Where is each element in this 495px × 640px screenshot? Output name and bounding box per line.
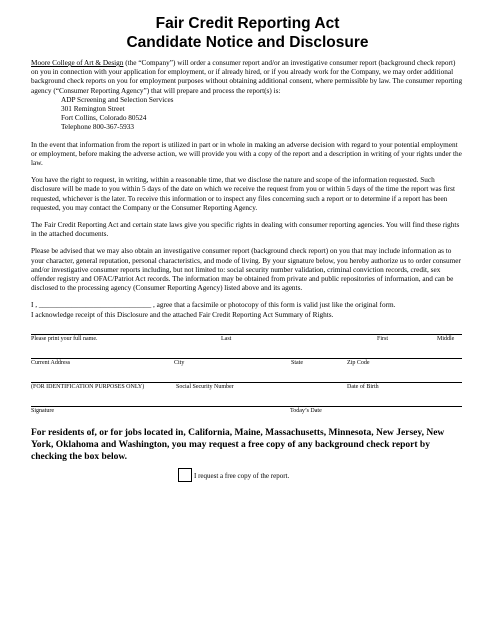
- fcra-rights-paragraph: The Fair Credit Reporting Act and certain state laws give you specific rights in dealing with consumer reporting agencies. You will find these rights in the attached documents.: [31, 221, 460, 239]
- city-label: City: [174, 359, 185, 366]
- zip-label: Zip Code: [347, 359, 370, 366]
- date-label: Today’s Date: [290, 407, 322, 414]
- full-name-label: Please print your full name.: [31, 335, 98, 342]
- first-name-label: First: [377, 335, 389, 342]
- free-copy-row: [31, 468, 464, 484]
- agency-address: [61, 96, 464, 133]
- agency-name: ADP Screening and Selection Services: [61, 95, 174, 104]
- ssn-label: Social Security Number: [176, 383, 234, 390]
- agency-city: Fort Collins, Colorado 80524: [61, 114, 147, 123]
- adverse-action-paragraph: In the event that information from the report is utilized in part or in whole in making an adverse decision with regard to your potential employment or employment, before making the adverse action, we will provide you with a copy of the report and a description in writing of your rights under the law.: [31, 140, 462, 168]
- id-field-labels: [31, 383, 464, 393]
- id-purpose-label: (FOR IDENTIFICATION PURPOSES ONLY): [31, 383, 145, 390]
- acknowledgement-line-2: I acknowledge receipt of this Disclosure and the attached Fair Credit Reporting Act Summary of Rights.: [31, 310, 334, 319]
- acknowledgement-line-1: I , _______________________________ , agree that a facsimile or photocopy of this form is valid just like the original form.: [31, 301, 396, 310]
- disclosure-rights-paragraph: You have the right to request, in writing, within a reasonable time, that we disclose the nature and scope of the information requested. Such disclosure will be made to you within 5 days of the date on which we receive the request from you or within 5 days of the time the report was first requested, whichever is the later. To receive this information or to inspect any files concerning such a report or to determine if a report has been requested, you may contact the Company or the Consumer Reporting Agency.: [31, 176, 456, 212]
- company-name: Moore College of Art & Design: [31, 59, 124, 67]
- last-name-label: Last: [221, 335, 232, 342]
- document-title: [31, 14, 464, 52]
- document-page: [31, 14, 464, 484]
- investigative-report-paragraph: Please be advised that we may also obtain an investigative consumer report (background check report) on you that may include information as to your character, general reputation, personal characteristics, and mode of living. By your signature below, you hereby authorize us to order consumer and/or investigative consumer reports including, but not limited to: social security number validation, criminal conviction records, credit, sex offender registry and OFAC/Patriot Act records. The information may be obtained from private and public repositories of information, and can be disclosed to the processing agency (Consumer Reporting Agency) listed above and its agents.: [31, 247, 461, 293]
- agency-phone: Telephone 800-367-5933: [61, 123, 134, 132]
- signature-field-labels: [31, 407, 464, 417]
- dob-label: Date of Birth: [347, 383, 379, 390]
- intro-text: (the “Company”) will order a consumer report and/or an investigative consumer report (background check report) on you in connection with your application for employment, or if already hired, or if you already work for the Company, we may order additional background check reports on you for employment purposes without obtaining additional consent, where permissible by law. The consumer reporting agency (“Consumer Reporting Agency”) that will prepare and process the report(s) is:: [31, 59, 463, 95]
- signature-label: Signature: [31, 407, 54, 414]
- address-label: Current Address: [31, 359, 71, 366]
- intro-paragraph: [31, 59, 464, 96]
- residents-notice: For residents of, or for jobs located in, California, Maine, Massachusetts, Minnesota, New Jersey, New York, Oklahoma and Washington, you may request a free copy of any background check report by checking the box below.: [31, 427, 445, 462]
- middle-name-label: Middle: [437, 335, 455, 342]
- free-copy-checkbox[interactable]: [178, 468, 192, 482]
- free-copy-label: I request a free copy of the report.: [194, 471, 290, 480]
- state-label: State: [291, 359, 303, 366]
- name-field-labels: [31, 335, 464, 345]
- address-field-labels: [31, 359, 464, 369]
- agency-street: 301 Remington Street: [61, 105, 125, 114]
- title-line-2: Candidate Notice and Disclosure: [126, 34, 369, 51]
- title-line-1: Fair Credit Reporting Act: [155, 15, 340, 32]
